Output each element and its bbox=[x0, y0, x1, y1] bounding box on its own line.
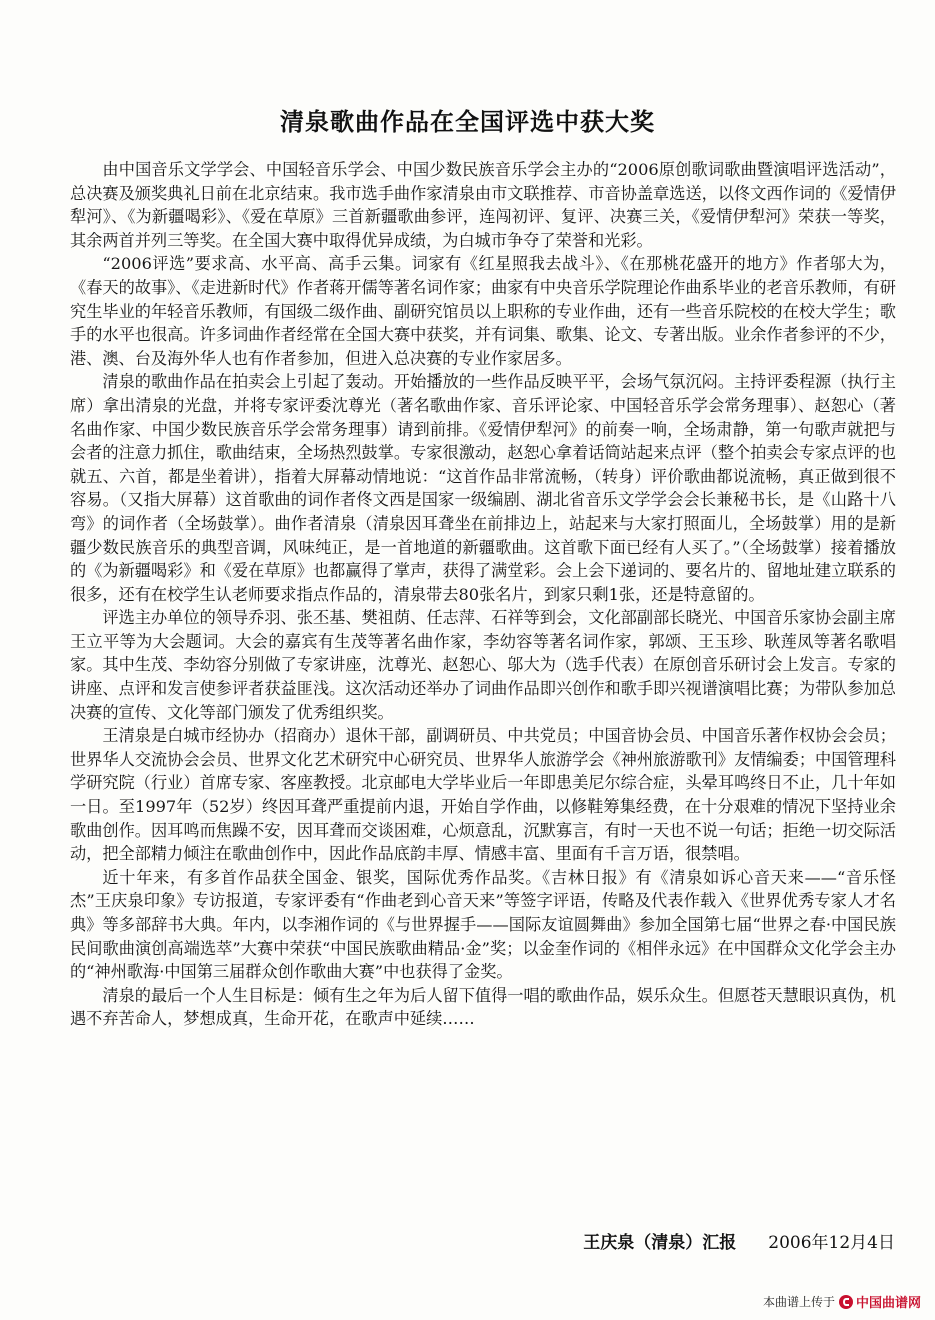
document-title: 清泉歌曲作品在全国评选中获大奖 bbox=[280, 108, 655, 136]
upload-footer bbox=[763, 1292, 921, 1311]
paragraph-6: 近十年来，有多首作品获全国金、银奖，国际优秀作品奖。《吉林日报》有《清泉如诉心音天来——“音乐怪杰”王庆泉印象》专访报道，专家评委有“作曲老到心音天来”等签字评语，传略及代表作载入《世界优秀专家人才名典》等多部辞书大典。年内，以李湘作词的《与世界握手——国际友谊圆舞曲》参加全国第七届“世界之春·中国民族民间歌曲演创高端选萃”大赛中荣获“中国民族歌曲精品·金”奖；以金奎作词的《相伴永远》在中国群众文化学会主办的“神州歌海·中国第三届群众创作歌曲大赛”中也获得了金奖。 bbox=[70, 867, 896, 982]
document-body bbox=[70, 158, 896, 1031]
paragraph-2: “2006评选”要求高、水平高、高手云集。词家有《红星照我去战斗》、《在那桃花盛开的地方》作者邬大为，《春天的故事》、《走进新时代》作者蒋开儒等著名词作家；曲家有中央音乐学院理论作曲系毕业的老音乐教师，有研究生毕业的年轻音乐教师，有国级二级作曲、副研究馆员以上职称的专业作曲，还有一些音乐院校的在校大学生；歌手的水平也很高。许多词曲作者经常在全国大赛中获奖，并有词集、歌集、论文、专著出版。业余作者参评的不少，港、澳、台及海外华人也有作者参加，但进入总决赛的专业作家居多。 bbox=[70, 254, 896, 368]
site-logo[interactable] bbox=[839, 1292, 921, 1311]
paragraph-3: 清泉的歌曲作品在拍卖会上引起了轰动。开始播放的一些作品反映平平，会场气氛沉闷。主持评委程源（执行主席）拿出清泉的光盘，并将专家评委沈尊光（著名歌曲作家、音乐评论家、中国轻音乐学会常务理事）、赵恕心（著名曲作家、中国少数民族音乐学会常务理事）请到前排。《爱情伊犁河》的前奏一响，全场肃静，第一句歌声就把与会者的注意力抓住，歌曲结束，全场热烈鼓掌。专家很激动，赵恕心拿着话筒站起来点评（整个拍卖会专家点评的也就五、六首，都是坐着讲），指着大屏幕动情地说：“这首作品非常流畅，（转身）评价歌曲都说流畅，真正做到很不容易。（又指大屏幕）这首歌曲的词作者佟文西是国家一级编剧、湖北省音乐文学学会会长兼秘书长，是《山路十八弯》的词作者（全场鼓掌）。曲作者清泉（清泉因耳聋坐在前排边上，站起来与大家打照面儿，全场鼓掌）用的是新疆少数民族音乐的典型音调，风味纯正，是一首地道的新疆歌曲。这首歌下面已经有人买了。”（全场鼓掌）接着播放的《为新疆喝彩》和《爱在草原》也都赢得了掌声，获得了满堂彩。会上会下递词的、要名片的、留地址建立联系的很多，还有在校学生认老师要求指点作品的，清泉带去80张名片，到家只剩1张，还是特意留的。 bbox=[70, 372, 896, 604]
signature-date: 2006年12月4日 bbox=[768, 1233, 895, 1253]
site-name: 中国曲谱网 bbox=[855, 1296, 921, 1311]
signature-line bbox=[583, 1228, 895, 1253]
paragraph-5: 王清泉是白城市经协办（招商办）退休干部，副调研员、中共党员；中国音协会员、中国音乐著作权协会会员；世界华人交流协会会员、世界文化艺术研究中心研究员、世界华人旅游学会《神州旅游歌刊》友情编委；中国管理科学研究院（行业）首席专家、客座教授。北京邮电大学毕业后一年即患美尼尔综合症，头晕耳鸣终日不止，几十年如一日。至1997年（52岁）终因耳聋严重提前内退，开始自学作曲，以修鞋筹集经费，在十分艰难的情况下坚持业余歌曲创作。因耳鸣而焦躁不安，因耳聋而交谈困难，心烦意乱，沉默寡言，有时一天也不说一句话；拒绝一切交际活动，把全部精力倾注在歌曲创作中，因此作品底韵丰厚、情感丰富、里面有千言万语，很禁唱。 bbox=[70, 726, 896, 864]
site-logo-icon bbox=[839, 1295, 853, 1309]
paragraph-1: 由中国音乐文学学会、中国轻音乐学会、中国少数民族音乐学会主办的“2006原创歌词歌曲暨演唱评选活动”，总决赛及颁奖典礼日前在北京结束。我市选手曲作家清泉由市文联推荐、市音协盖章选送，以佟文西作词的《爱情伊犁河》、《为新疆喝彩》、《爱在草原》三首新疆歌曲参评，连闯初评、复评、决赛三关，《爱情伊犁河》荣获一等奖，其余两首并列三等奖。在全国大赛中取得优异成绩，为白城市争夺了荣誉和光彩。 bbox=[70, 160, 896, 250]
signature-author: 王庆泉（清泉）汇报 bbox=[583, 1233, 737, 1253]
paragraph-7: 清泉的最后一个人生目标是：倾有生之年为后人留下值得一唱的歌曲作品，娱乐众生。但愿苍天慧眼识真伪，机遇不弃苦命人，梦想成真，生命开花，在歌声中延续…… bbox=[70, 985, 896, 1029]
paragraph-4: 评选主办单位的领导乔羽、张丕基、樊祖荫、任志萍、石祥等到会，文化部副部长晓光、中国音乐家协会副主席王立平等为大会题词。大会的嘉宾有生茂等著名曲作家，李幼容等著名词作家，郭颂、王玉珍、耿莲凤等著名歌唱家。其中生茂、李幼容分别做了专家讲座，沈尊光、赵恕心、邬大为（选手代表）在原创音乐研讨会上发言。专家的讲座、点评和发言使参评者获益匪浅。这次活动还举办了词曲作品即兴创作和歌手即兴视谱演唱比赛；为带队参加总决赛的宣传、文化等部门颁发了优秀组织奖。 bbox=[70, 608, 896, 722]
upload-text: 本曲谱上传于 bbox=[762, 1295, 835, 1309]
